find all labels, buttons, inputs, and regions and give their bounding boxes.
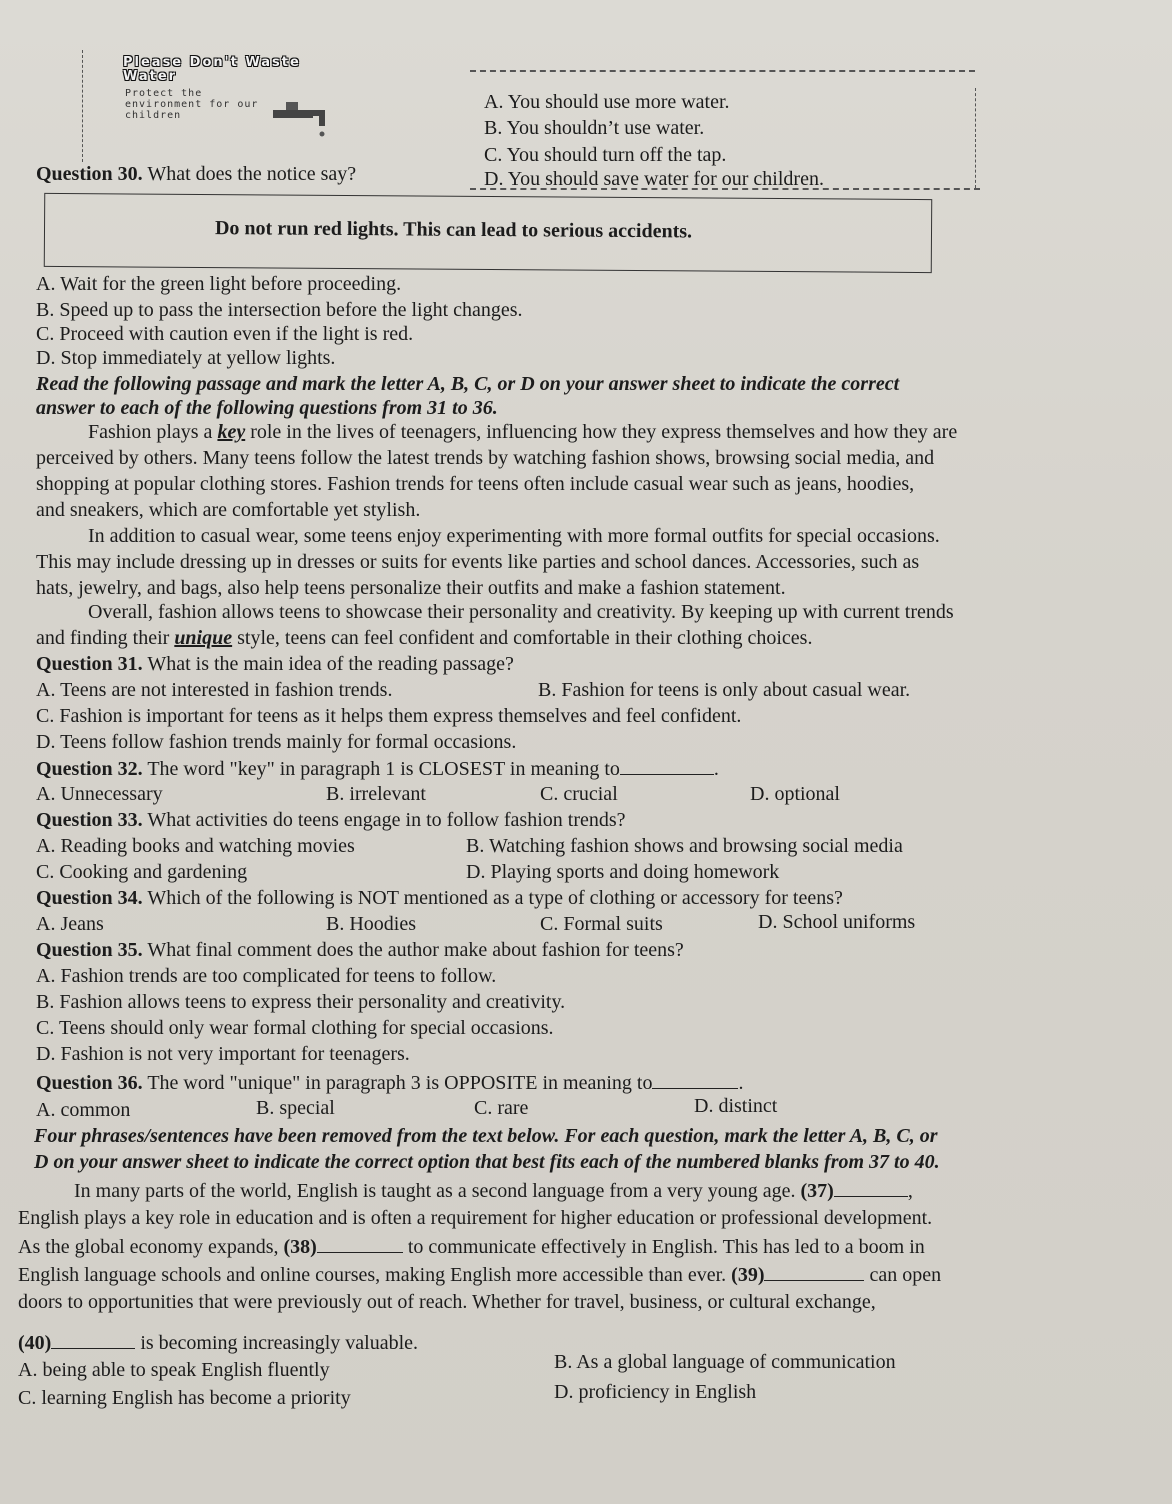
divider (975, 88, 976, 188)
q29-option-c: C. You should turn off the tap. (484, 144, 727, 166)
notice-subtitle: Protect the environment for our children (125, 88, 259, 121)
q33-option-b: B. Watching fashion shows and browsing social media (466, 835, 903, 857)
question-36: Question 36. The word "unique" in paragraph 3 is OPPOSITE in meaning to . (36, 1072, 744, 1094)
passage-p1-line4: and sneakers, which are comfortable yet stylish. (36, 499, 421, 521)
q29-option-a: A. You should use more water. (484, 91, 730, 113)
q29-option-b: B. You shouldn’t use water. (484, 117, 705, 139)
passage-p1-line1: Fashion plays a key role in the lives of teenagers, influencing how they express themselves and how they are (88, 421, 958, 443)
cloze-line6: (40) is becoming increasingly valuable. (18, 1332, 419, 1354)
q30-option-c: C. Proceed with caution even if the light is red. (36, 323, 414, 345)
cloze-line1: In many parts of the world, English is taught as a second language from a very young age. (37) , (74, 1180, 913, 1202)
passage-p2-line1: In addition to casual wear, some teens enjoy experimenting with more formal outfits for special occasions. (88, 525, 940, 547)
passage-p3-line2: and finding their unique style, teens can feel confident and comfortable in their clothing choices. (36, 627, 813, 649)
notice-title: Please Don't Waste Water (123, 55, 301, 84)
traffic-notice (44, 193, 932, 273)
passage-p1-line2: perceived by others. Many teens follow the latest trends by watching fashion shows, browsing social media, and (36, 447, 935, 469)
passage-p2-line3: hats, jewelry, and bags, also help teens personalize their outfits and make a fashion statement. (36, 577, 786, 599)
reading-instruction-line2: answer to each of the following questions from 31 to 36. (36, 397, 498, 419)
divider (470, 70, 975, 72)
reading-instruction-line1: Read the following passage and mark the letter A, B, C, or D on your answer sheet to indicate the correct (36, 373, 900, 395)
q33-option-c: C. Cooking and gardening (36, 861, 248, 883)
cloze-line4: English language schools and online courses, making English more accessible than ever. (39) can open (18, 1264, 942, 1286)
q36-option-a: A. common (36, 1099, 131, 1121)
passage-p2-line2: This may include dressing up in dresses or suits for events like parties and school dances. Accessories, such as (36, 551, 920, 573)
question-31: Question 31. What is the main idea of the reading passage? (36, 653, 514, 675)
q34-option-c: C. Formal suits (540, 913, 663, 935)
question-33: Question 33. What activities do teens engage in to follow fashion trends? (36, 809, 626, 831)
q34-option-b: B. Hoodies (326, 913, 416, 935)
cloze-option-a: A. being able to speak English fluently (18, 1359, 330, 1381)
passage-p1-line3: shopping at popular clothing stores. Fashion trends for teens often include casual wear such as jeans, hoodies, (36, 473, 915, 495)
q31-option-d: D. Teens follow fashion trends mainly for formal occasions. (36, 731, 517, 753)
q34-option-d: D. School uniforms (758, 911, 916, 933)
q35-option-c: C. Teens should only wear formal clothing for special occasions. (36, 1017, 554, 1039)
q32-option-b: B. irrelevant (326, 783, 426, 805)
q30-option-a: A. Wait for the green light before proceeding. (36, 273, 402, 295)
q31-option-a: A. Teens are not interested in fashion trends. (36, 679, 393, 701)
q29-option-d: D. You should save water for our children. (484, 168, 824, 190)
q35-option-b: B. Fashion allows teens to express their personality and creativity. (36, 991, 566, 1013)
passage-p3-line1: Overall, fashion allows teens to showcase their personality and creativity. By keeping up with current trends (88, 601, 954, 623)
q33-option-d: D. Playing sports and doing homework (466, 861, 780, 883)
cloze-option-b: B. As a global language of communication (554, 1351, 896, 1373)
q36-option-d: D. distinct (694, 1095, 778, 1117)
question-34: Question 34. Which of the following is NOT mentioned as a type of clothing or accessory for teens? (36, 887, 843, 909)
water-tap-icon (268, 100, 338, 150)
cloze-line5: doors to opportunities that were previously out of reach. Whether for travel, business, or cultural exchange, (18, 1291, 876, 1313)
cloze-line3: As the global economy expands, (38) to communicate effectively in English. This has led to a boom in (18, 1236, 925, 1258)
question-32: Question 32. The word "key" in paragraph 1 is CLOSEST in meaning to . (36, 758, 719, 780)
q35-option-d: D. Fashion is not very important for teenagers. (36, 1043, 410, 1065)
cloze-option-d: D. proficiency in English (554, 1381, 757, 1403)
notice-text: Do not run red lights. This can lead to serious accidents. (214, 217, 693, 243)
q36-option-c: C. rare (474, 1097, 529, 1119)
question-35: Question 35. What final comment does the author make about fashion for teens? (36, 939, 684, 961)
cloze-instruction-line2: D on your answer sheet to indicate the correct option that best fits each of the numbered blanks from 37 to 40. (34, 1151, 940, 1173)
q33-option-a: A. Reading books and watching movies (36, 835, 355, 857)
q30-option-b: B. Speed up to pass the intersection before the light changes. (36, 299, 523, 321)
unique-word: unique (174, 627, 233, 649)
q36-option-b: B. special (256, 1097, 335, 1119)
cloze-instruction-line1: Four phrases/sentences have been removed from the text below. For each question, mark the letter A, B, C, or (34, 1125, 938, 1147)
q31-option-c: C. Fashion is important for teens as it helps them express themselves and feel confident. (36, 705, 742, 727)
q30-option-d: D. Stop immediately at yellow lights. (36, 347, 336, 369)
q32-option-d: D. optional (750, 783, 840, 805)
q32-option-a: A. Unnecessary (36, 783, 163, 805)
cloze-line2: English plays a key role in education and is often a requirement for higher education or professional development. (18, 1207, 933, 1229)
cloze-option-c: C. learning English has become a priority (18, 1387, 351, 1409)
q32-option-c: C. crucial (540, 783, 618, 805)
key-word: key (217, 421, 246, 443)
q31-option-b: B. Fashion for teens is only about casual wear. (538, 679, 911, 701)
water-notice-image (82, 50, 383, 162)
q35-option-a: A. Fashion trends are too complicated for teens to follow. (36, 965, 497, 987)
q34-option-a: A. Jeans (36, 913, 104, 935)
question-30: Question 30. What does the notice say? (36, 163, 357, 185)
